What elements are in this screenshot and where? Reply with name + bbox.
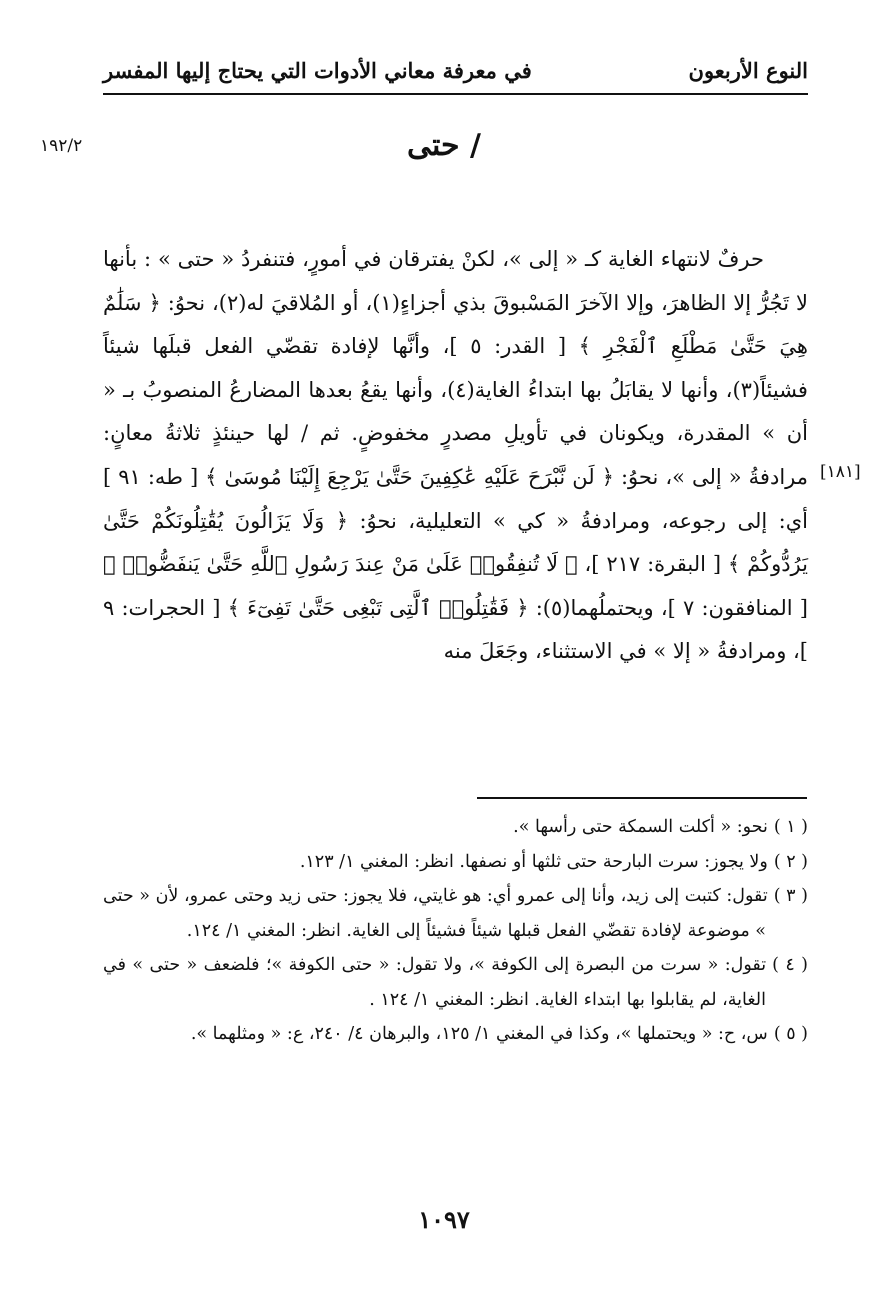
- footnote-text: ولا يجوز: سرت البارحة حتى ثلثها أو نصفها. انظر: المغني ١/ ١٢٣.: [299, 851, 768, 872]
- header-book-subtitle: في معرفة معاني الأدوات التي يحتاج إليها المفسر: [103, 57, 532, 83]
- footnote-number: ( ٤ ): [772, 955, 809, 975]
- footnote-text: تقول: « سرت من البصرة إلى الكوفة »، ولا تقول: « حتى الكوفة »؛ فلضعف « حتى » في الغاية، لم يقابلوا بها ابتداء الغاية. انظر: المغني ١/ ١٢٤ .: [103, 955, 767, 1010]
- footnote-text: تقول: كتبت إلى زيد، وأنا إلى عمرو أي: هو غايتي، فلا يجوز: حتى زيد وحتى عمرو، لأن « حتى » موضوعة لإفادة تقضّي الفعل قبلها شيئاً فشيئاً إلى الغاية. انظر: المغني ١/ ١٢٤.: [103, 886, 768, 941]
- footnote-5: [103, 1017, 808, 1052]
- header-chapter-title: النوع الأربعون: [688, 57, 808, 83]
- header-divider: [103, 93, 808, 95]
- footnote-number: ( ٢ ): [773, 851, 808, 872]
- footnote-number: ( ١ ): [773, 817, 808, 837]
- footnote-number: ( ٣ ): [773, 886, 808, 906]
- footnote-text: س، ح: « ويحتملها »، وكذا في المغني ١/ ١٢٥، والبرهان ٤/ ٢٤٠، ع: « ومثلهما ».: [190, 1024, 768, 1044]
- main-paragraph: حرفٌ لانتهاء الغاية كـ « إلى »، لكنْ يفترقان في أمورٍ، فتنفردُ « حتى » : بأنها لا تَجُرُّ إلا الظاهرَ، وإلا الآخرَ المَسْبوقَ بذي أجزاءٍ(١)، أو المُلاقيَ له(٢)، نحوُ: ﴿ سَلَٰمٌ هِيَ حَتَّىٰ مَطْلَعِ ٱلْفَجْرِ ﴾ [ القدر: ٥ ]، وأنَّها لإفادة تقضّي الفعل قبلَها شيئاً فشيئاً(٣)، وأنها لا يقابَلُ بها ابتداءُ الغاية(٤)، وأنها يقعُ بعدها المضارعُ المنصوبُ بـ « أن » المقدرة، ويكونان في تأويلِ مصدرٍ مخفوضٍ. ثم / لها حينئذٍ ثلاثةُ معانٍ: مرادفةُ « إلى »، نحوُ: ﴿ لَن نَّبْرَحَ عَلَيْهِ عَٰكِفِينَ حَتَّىٰ يَرْجِعَ إِلَيْنَا مُوسَىٰ ﴾ [ طه: ٩١ ] أي: إلى رجوعه، ومرادفةُ « كي » التعليلية، نحوُ: ﴿ وَلَا يَزَالُونَ يُقَٰتِلُونَكُمْ حَتَّىٰ يَرُدُّوكُمْ ﴾ [ البقرة: ٢١٧ ]، ﴿ لَا تُنفِقُوا۟ عَلَىٰ مَنْ عِندَ رَسُولِ ٱللَّهِ حَتَّىٰ يَنفَضُّوا۟ ﴾ [ المنافقون: ٧ ]، ويحتملُهما(٥): ﴿ فَقَٰتِلُوا۟ ٱلَّتِى تَبْغِى حَتَّىٰ تَفِىٓءَ ﴾ [ الحجرات: ٩ ]، ومرادفةُ « إلا » في الاستثناء، وجَعَلَ منه: [103, 247, 808, 664]
- footnote-2: [103, 845, 808, 880]
- footnote-1: [103, 810, 808, 845]
- footnote-3: [103, 879, 808, 948]
- main-text: [103, 238, 808, 674]
- volume-page-reference: ١٩٢/٢: [40, 136, 83, 156]
- section-title: / حتى: [406, 128, 481, 163]
- footnote-divider: [477, 797, 807, 799]
- footnote-text: نحو: « أكلت السمكة حتى رأسها ».: [513, 817, 768, 837]
- footnotes: [103, 810, 808, 1052]
- page-number: ١٠٩٧: [418, 1205, 470, 1234]
- footnote-4: [103, 948, 808, 1017]
- footnote-number: ( ٥ ): [773, 1024, 808, 1044]
- running-header: [103, 52, 808, 88]
- margin-page-reference: [١٨١]: [820, 462, 861, 482]
